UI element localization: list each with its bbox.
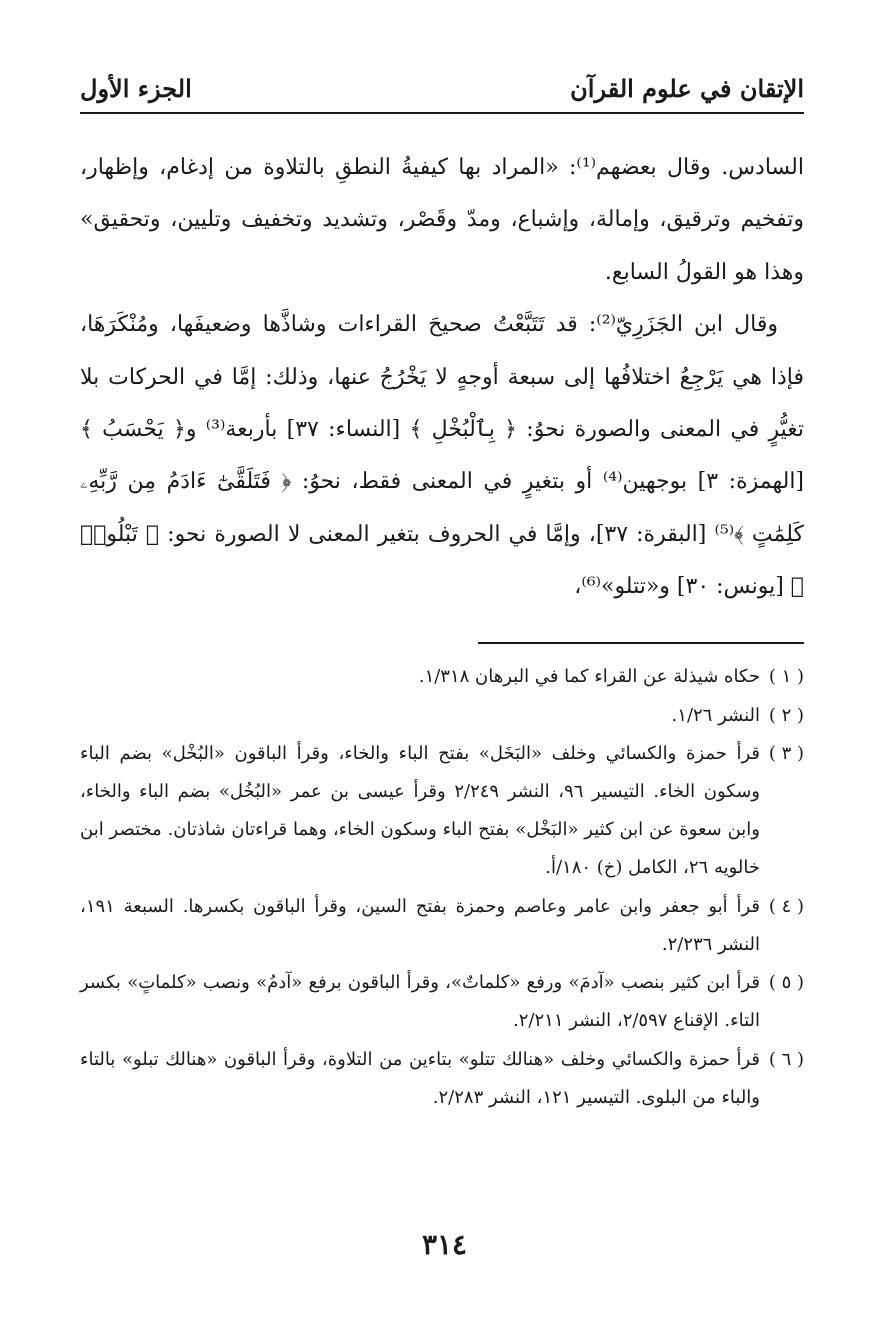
body-paragraph-2: وقال ابن الجَزَرِيّ⁽²⁾: قد تَتَبَّعْتُ صحيحَ القراءات وشاذَّها وضعيفَها، ومُنْكَرَهَا، فإذا هي يَرْجِعُ اختلافُها إلى سبعة أوجهٍ لا يَخْرُجُ عنها، وذلك: إمَّا في الحركات بلا تغيُّرٍ في المعنى والصورة نحوُ: ﴿ بِٱلْبُخْلِ ﴾ [النساء: ٣٧] بأربعة⁽³⁾ و﴿ يَحْسَبُ ﴾ [الهمزة: ٣] بوجهين⁽⁴⁾ أو بتغيرٍ في المعنى فقط، نحوُ: ﴿ فَتَلَقَّىٰٓ ءَادَمُ مِن رَّبِّهِۦ كَلِمَٰتٍ ﴾⁽⁵⁾ [البقرة: ٣٧]، وإمَّا في الحروف بتغير المعنى لا الصورة نحو: ﴿ تَبْلُوا۟ ﴾ [يونس: ٣٠] و«تتلو»⁽⁶⁾، xyxy=(80,312,805,600)
footnote-5 xyxy=(80,964,804,1040)
footnote-number: ( ٤ ) xyxy=(768,895,804,917)
footnote-6 xyxy=(80,1041,804,1117)
page-number: ٣١٤ xyxy=(421,1228,468,1261)
footnote-3 xyxy=(80,735,804,887)
footnote-text: قرأ حمزة والكسائي وخلف «هنالك تتلو» بتاءين من التلاوة، وقرأ الباقون «هنالك تبلو» بالتاء والباء من البلوى. التيسير ١٢١، النشر ٢/٢٨٣. xyxy=(80,1048,760,1108)
footnote-text: قرأ ابن كثير بنصب «آدمَ» ورفع «كلماتٌ»، وقرأ الباقون برفع «آدمُ» ونصب «كلماتٍ» بكسر التاء. الإقناع ٢/٥٩٧، النشر ٢/٢١١. xyxy=(80,972,760,1031)
part-label: الجزء الأول xyxy=(80,74,192,103)
footnotes xyxy=(80,658,804,1117)
footnote-1 xyxy=(80,658,804,696)
footnote-4 xyxy=(80,888,804,964)
footnote-number: ( ٣ ) xyxy=(768,743,804,764)
footnote-number: ( ٥ ) xyxy=(768,972,804,993)
footnote-divider xyxy=(478,642,804,644)
footnote-number: ( ٢ ) xyxy=(768,704,804,726)
footnote-number: ( ١ ) xyxy=(768,666,804,687)
book-title: الإتقان في علوم القرآن xyxy=(570,74,804,103)
footnote-number: ( ٦ ) xyxy=(768,1048,804,1070)
footnote-2 xyxy=(80,697,804,735)
footnote-text: النشر ١/٢٦. xyxy=(671,704,760,726)
footnote-text: حكاه شيذلة عن القراء كما في البرهان ١/٣١٨. xyxy=(418,666,760,687)
main-text xyxy=(80,142,804,614)
body-paragraph-1: السادس. وقال بعضهم⁽¹⁾: «المراد بها كيفيةُ النطقِ بالتلاوة من إدغام، وإظهار، وتفخيم وترقيق، وإمالة، وإشباع، ومدّ وقَصْر، وتشديد وتخفيف وتليين، وتحقيق» وهذا هو القولُ السابع. xyxy=(80,155,804,285)
footnote-text: قرأ حمزة والكسائي وخلف «البَخَل» بفتح الباء والخاء، وقرأ الباقون «البُخْل» بضم الباء وسكون الخاء. التيسير ٩٦، النشر ٢/٢٤٩ وقرأ عيسى بن عمر «البُخُل» بضم الباء والخاء، وابن سعوة عن ابن كثير «البَخْل» بفتح الباء وسكون الخاء، وهما قراءتان شاذتان. مختصر ابن خالويه ٢٦، الكامل (خ) ١٨٠/أ. xyxy=(80,743,760,878)
footnote-text: قرأ أبو جعفر وابن عامر وعاصم وحمزة بفتح السين، وقرأ الباقون بكسرها. السبعة ١٩١، النشر ٢/٢٣٦. xyxy=(80,895,760,955)
running-header xyxy=(80,68,804,114)
